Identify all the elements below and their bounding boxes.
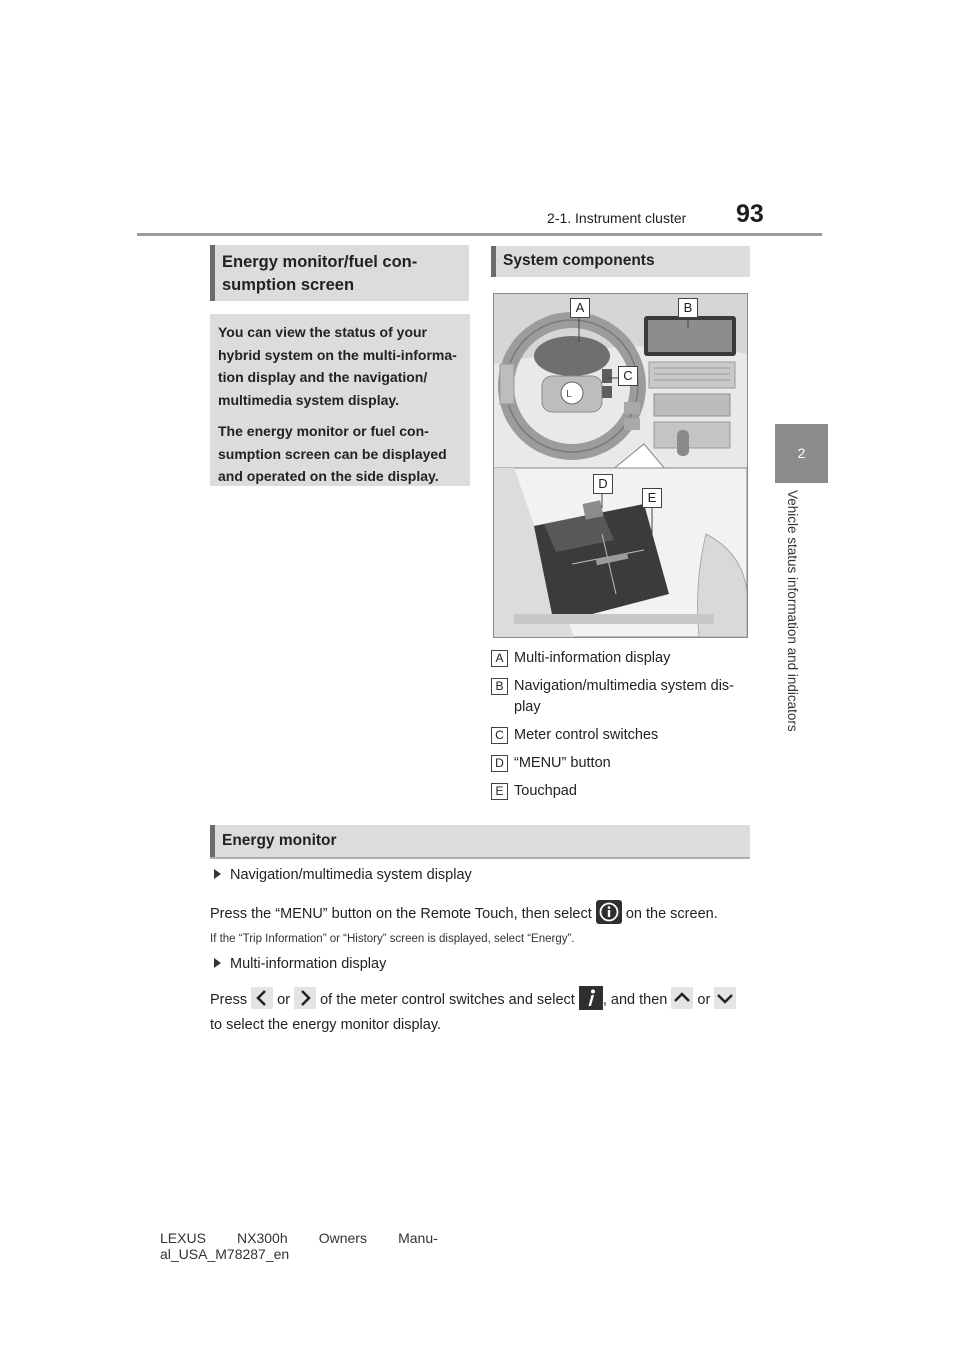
chevron-up-icon [671, 987, 693, 1013]
mid-or-1: or [277, 991, 291, 1008]
nav-note: If the “Trip Information” or “History” screen is displayed, select “Energy”. [210, 933, 575, 945]
energy-screen-heading-line2: sumption screen [222, 276, 355, 294]
energy-monitor-rule [210, 857, 750, 859]
info-circle-icon [596, 900, 622, 928]
legend-text-e: Touchpad [514, 783, 577, 799]
legend-text-b-line2: play [514, 699, 541, 715]
chapter-tab [775, 424, 828, 483]
dashboard-illustration [494, 294, 747, 637]
svg-text:L: L [566, 389, 572, 400]
mid-instruction-line2: to select the energy monitor display. [210, 1017, 442, 1033]
intro-p1-line1: You can view the status of your [218, 324, 428, 340]
chevron-left-icon [251, 987, 273, 1013]
legend-text-c: Meter control switches [514, 727, 659, 743]
page-number: 93 [736, 200, 764, 228]
intro-paragraph-2 [218, 420, 462, 488]
legend-letter-c: C [491, 727, 508, 744]
intro-p2-line2: sumption screen can be displayed [218, 445, 447, 462]
intro-p2-line1: The energy monitor or fuel con- [218, 423, 429, 439]
nav-instruction-before: Press the “MENU” button on the Remote Touch, then select [210, 905, 592, 922]
intro-paragraph-1 [218, 321, 462, 411]
section-title: 2-1. Instrument cluster [547, 210, 687, 226]
intro-p2-line3: and operated on the side display. [218, 468, 439, 484]
mid-subheading [214, 956, 386, 972]
mid-text-mid: of the meter control switches and select [320, 991, 575, 1008]
footer-line2: al_USA_M78287_en [160, 1246, 290, 1262]
legend-text-a: Multi-information display [514, 650, 671, 666]
legend-text-d: “MENU” button [514, 755, 611, 771]
legend-letter-a: A [491, 650, 508, 667]
mid-or-2: or [697, 991, 711, 1008]
callout-a: A [570, 298, 590, 318]
header-rule [137, 233, 822, 236]
mid-press: Press [210, 991, 248, 1008]
callout-d: D [593, 474, 613, 494]
info-icon [579, 986, 603, 1014]
energy-screen-heading-line1: Energy monitor/fuel con- [222, 253, 418, 271]
nav-instruction [210, 900, 718, 928]
system-components-figure [493, 293, 748, 638]
system-components-heading: System components [491, 246, 750, 277]
intro-p1-line3: tion display and the navigation/ [218, 369, 428, 385]
energy-screen-heading [210, 245, 469, 301]
nav-display-subheading-text: Navigation/multimedia system display [230, 867, 472, 883]
legend-letter-e: E [491, 783, 508, 800]
intro-p1-line4: multimedia system display. [218, 391, 400, 408]
intro-box [210, 314, 470, 486]
callout-b: B [678, 298, 698, 318]
callout-c: C [618, 366, 638, 386]
mid-instruction [210, 986, 736, 1014]
nav-instruction-after: on the screen. [625, 905, 718, 922]
chapter-title-vertical [785, 490, 810, 752]
chapter-title: Vehicle status information and indicators [785, 490, 800, 732]
legend-letter-d: D [491, 755, 508, 772]
chapter-number: 2 [797, 445, 806, 461]
footer [160, 1230, 438, 1262]
chevron-right-icon [294, 987, 316, 1013]
legend-letter-b: B [491, 678, 508, 695]
footer-line1: LEXUS NX300h Owners Manu- [160, 1230, 438, 1246]
nav-display-subheading [214, 867, 472, 883]
intro-p1-line2: hybrid system on the multi-informa- [218, 346, 457, 363]
mid-and-then: , and then [602, 991, 668, 1008]
chevron-down-icon [714, 987, 736, 1013]
mid-subheading-text: Multi-information display [230, 956, 387, 972]
energy-monitor-heading: Energy monitor [210, 825, 750, 858]
triangle-bullet-icon [214, 958, 221, 968]
callout-e: E [642, 488, 662, 508]
triangle-bullet-icon [214, 869, 221, 879]
legend-text-b: Navigation/multimedia system dis- [514, 678, 734, 694]
